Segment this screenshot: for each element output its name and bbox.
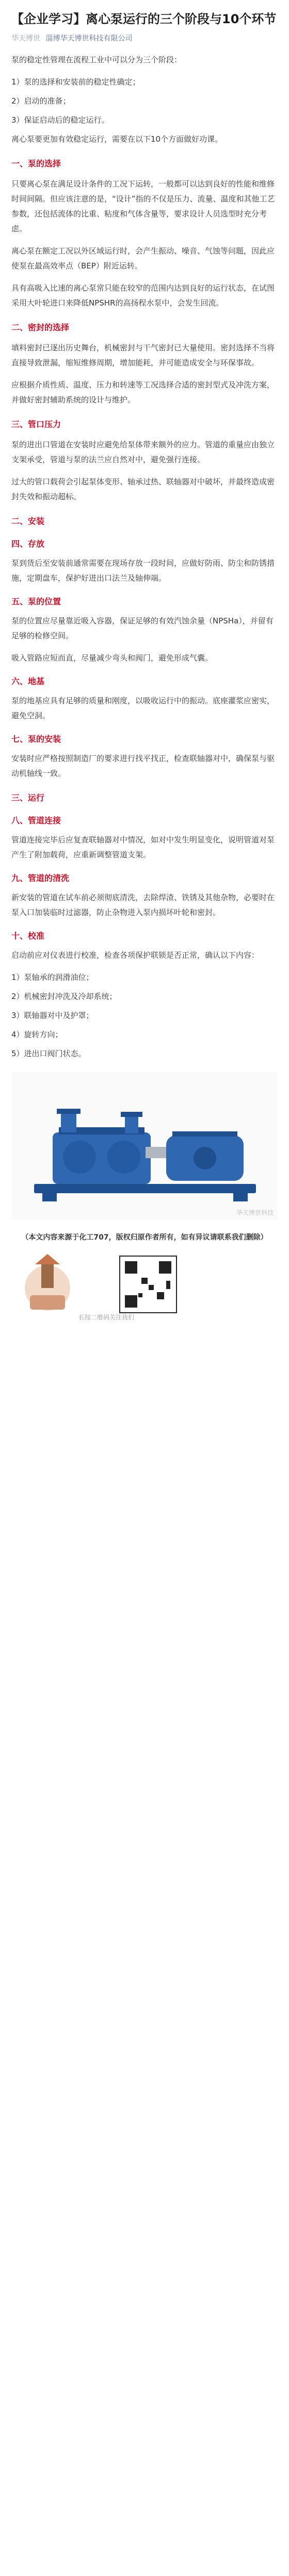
section-paragraph: 过大的管口载荷会引起泵体变形、轴承过热、联轴器对中破坏，并最终造成密封失效和振动超标。 <box>11 477 275 501</box>
pump-illustration <box>11 1072 278 1220</box>
check-item: 4）旋转方向； <box>11 1030 63 1039</box>
section-paragraph: 只要离心泵在满足设计条件的工况下运转，一般都可以达到良好的性能和维修时间间隔。但应该注意的是，“设计”指的不仅是压力、流量、温度和其他工艺参数，还包括流体的比重、粘度和气体含量等，要求设计人员选型时充分考虑。 <box>11 179 275 233</box>
image-watermark: 华天博世科技 <box>236 1209 274 1216</box>
article-title: 【企业学习】离心泵运行的三个阶段与10个环节 <box>11 12 277 26</box>
pump-figure <box>11 1072 278 1220</box>
company-link[interactable]: 淄博华天博世科技有限公司 <box>45 35 133 43</box>
section-heading: 二、密封的选择 <box>11 323 70 332</box>
stage-item: 3）保证启动后的稳定运行。 <box>11 115 109 125</box>
section-paragraph: 安装时应严格按照制造厂的要求进行找平找正，检查联轴器对中，确保泵与驱动机轴线一致。 <box>11 754 275 778</box>
qr-caption: 长按二维码关注我们 <box>78 1314 135 1321</box>
section-paragraph: 应根据介质性质、温度、压力和转速等工况选择合适的密封型式及冲洗方案，并做好密封辅助系统的设计与维护。 <box>11 380 275 404</box>
check-list <box>11 970 278 1061</box>
section-heading: 八、管道连接 <box>11 816 61 825</box>
part-heading: 二、安装 <box>11 516 45 526</box>
section-heading: 三、管口压力 <box>11 419 61 429</box>
article-meta <box>11 33 278 43</box>
check-item: 1）泵轴承的润滑油位； <box>11 973 94 982</box>
section-paragraph: 泵的地基应具有足够的质量和刚度，以吸收运行中的振动。底座灌浆应密实，避免空洞。 <box>11 696 275 720</box>
stages-list <box>11 75 278 128</box>
section-heading: 六、地基 <box>11 676 45 686</box>
section-paragraph: 吸入管路应短而直，尽量减少弯头和阀门，避免形成气囊。 <box>11 653 213 663</box>
stage-item: 2）启动的准备； <box>11 96 71 106</box>
part-heading: 三、运行 <box>11 793 45 803</box>
qr-area <box>11 1251 278 1328</box>
intro-paragraph: 泵的稳定性管理在流程工业中可以分为三个阶段： <box>11 55 182 64</box>
section-paragraph: 新安装的管道在试车前必须彻底清洗，去除焊渣、铁锈及其他杂物，必要时在泵入口加装临时过滤器，防止杂物进入泵内损坏叶轮和密封。 <box>11 893 275 917</box>
section-paragraph: 泵的进出口管道在安装时应避免给泵体带来额外的应力。管道的重量应由独立支架承受，管道与泵的法兰应自然对中，避免强行连接。 <box>11 440 275 464</box>
section-heading: 五、泵的位置 <box>11 597 61 606</box>
section-heading: 九、管道的清洗 <box>11 873 70 883</box>
section-paragraph: 离心泵在额定工况以外区域运行时，会产生振动、噪音、气蚀等问题，因此应使泵在最高效率点（BEP）附近运转。 <box>11 246 275 270</box>
stage-item: 1）泵的选择和安装前的稳定性确定； <box>11 77 140 87</box>
intro2-paragraph: 离心泵要更加有效稳定运行，需要在以下10个方面做好功课。 <box>11 134 223 144</box>
section-paragraph: 泵到货后至安装前通常需要在现场存放一段时间，应做好防雨、防尘和防锈措施，定期盘车，保护好进出口法兰及轴伸端。 <box>11 558 275 583</box>
section-paragraph: 泵的位置应尽量靠近吸入容器，保证足够的有效汽蚀余量（NPSHa），并留有足够的检修空间。 <box>11 616 274 640</box>
section-paragraph: 管道连接完毕后应复查联轴器对中情况，如对中发生明显变化，说明管道对泵产生了附加载荷，应重新调整管道支架。 <box>11 835 275 859</box>
section-heading: 一、泵的选择 <box>11 159 61 168</box>
section-heading: 四、存放 <box>11 539 45 549</box>
section-paragraph: 填料密封已逐出历史舞台，机械密封与干气密封已大量使用。密封选择不当将直接导致泄漏，缩短维修周期，增加能耗，并可能造成安全与环保事故。 <box>11 343 275 367</box>
section-paragraph: 具有高吸入比速的离心泵常只能在较窄的范围内达到良好的运行状态，在试图采用大叶轮进口来降低NPSHR的高扬程水泵中，会发生回流。 <box>11 283 275 308</box>
qr-illustration <box>11 1251 278 1328</box>
copyright-note: （本文内容来源于化工707，版权归原作者所有，如有异议请联系我们删除） <box>21 1233 268 1242</box>
author-name: 华天博世 <box>11 35 40 43</box>
check-item: 5）进出口阀门状态。 <box>11 1049 86 1058</box>
check-item: 3）联轴器对中及护罩； <box>11 1011 94 1020</box>
section-paragraph: 启动前应对仪表进行校准，检查各项保护联锁是否正常，确认以下内容： <box>11 951 260 960</box>
check-item: 2）机械密封冲洗及冷却系统； <box>11 992 117 1001</box>
section-heading: 七、泵的安装 <box>11 734 61 744</box>
section-heading: 十、校准 <box>11 931 45 941</box>
